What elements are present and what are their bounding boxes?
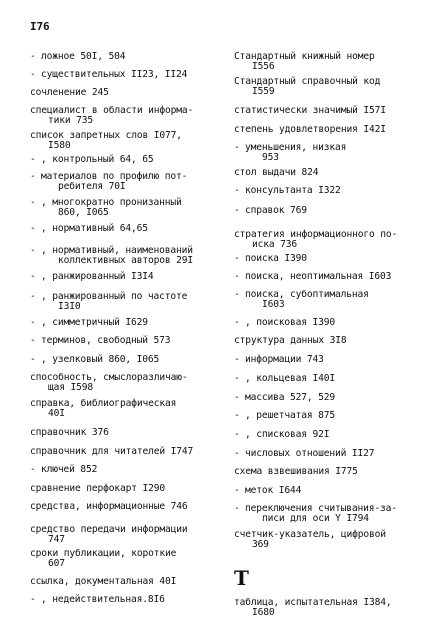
index-entry [234, 430, 329, 440]
index-entry [30, 447, 193, 457]
index-entry [30, 272, 154, 282]
index-entry-line: I603 [262, 299, 285, 310]
index-entry-line: 40I [48, 408, 65, 419]
index-entry-line: - переключения считывания-за- [245, 503, 397, 514]
index-entry-line: - , недействительная.8I6 [41, 594, 165, 605]
index-entry-line: - , ранжированный I3I4 [41, 271, 154, 282]
index-entry [30, 373, 188, 393]
index-entry-line: - уменьшения, низкая [245, 142, 347, 153]
index-entry [30, 292, 187, 312]
index-entry-line: - , симметричный I629 [41, 317, 148, 328]
index-entry-line: таблица, испытательная I384, [234, 597, 392, 608]
index-entry [30, 224, 148, 234]
index-entry [234, 504, 397, 524]
index-entry-line: 369 [252, 539, 269, 550]
index-entry-line: - , ранжированный по частоте [41, 291, 188, 302]
index-entry-line: - , контрольный 64, 65 [41, 154, 154, 165]
index-entry [234, 318, 335, 328]
index-entry [30, 131, 182, 151]
index-entry-line: писи для оси Y I794 [262, 513, 369, 524]
index-entry-line: - числовых отношений II27 [245, 448, 375, 459]
index-entry [234, 393, 335, 403]
index-entry-line: справка, библиографическая [30, 398, 177, 409]
index-entry-line: иска 736 [252, 239, 298, 250]
index-entry-line: - поиска I390 [245, 253, 307, 264]
index-entry [234, 52, 375, 72]
index-entry-line: - информации 743 [245, 354, 324, 365]
index-entry [30, 595, 165, 605]
index-entry-line: - , списковая 92I [245, 429, 330, 440]
index-entry-line: - ложное 50I, 504 [41, 51, 126, 62]
index-entry-line: сроки публикации, короткие [30, 548, 177, 559]
index-entry-line: счетчик-указатель, цифровой [234, 529, 386, 540]
index-entry [30, 88, 109, 98]
index-entry [234, 411, 335, 421]
page-number: I76 [30, 20, 50, 33]
index-entry [234, 290, 369, 310]
index-entry [234, 168, 318, 178]
index-entry-line: Стандартный книжный номер [234, 51, 375, 62]
section-letter-heading: T [234, 566, 249, 590]
index-entry-line: средства, информационные 746 [30, 501, 188, 512]
index-entry [30, 246, 193, 266]
index-entry-line: - терминов, свободный 573 [41, 335, 171, 346]
index-entry [30, 502, 188, 512]
index-entry [234, 374, 335, 384]
index-entry [30, 318, 148, 328]
index-entry [234, 598, 392, 618]
index-entry [30, 52, 125, 62]
index-entry-line: 953 [262, 152, 279, 163]
index-entry-line: 747 [48, 534, 65, 545]
index-entry-line: - поиска, субоптимальная [245, 289, 369, 300]
index-entry-line: - , нормативный, наименований [41, 245, 193, 256]
index-entry-line: сочленение 245 [30, 87, 109, 98]
index-entry [234, 530, 386, 550]
index-entry-line: - справок 769 [245, 205, 307, 216]
index-entry-line: щая I598 [48, 382, 94, 393]
index-entry-line: степень удовлетворения I42I [234, 124, 386, 135]
index-entry [234, 355, 324, 365]
index-entry-line: специалист в области информа- [30, 105, 194, 116]
index-entry-line: I680 [252, 607, 275, 618]
index-entry [30, 198, 182, 218]
index-entry [234, 186, 341, 196]
index-entry [30, 577, 176, 587]
index-entry [30, 355, 159, 365]
index-entry-line: ребителя 70I [58, 181, 126, 192]
index-entry [30, 155, 154, 165]
index-entry [234, 272, 391, 282]
index-entry-line: - массива 527, 529 [245, 392, 336, 403]
index-entry-line: список запретных слов I077, [30, 130, 182, 141]
index-entry [234, 449, 374, 459]
index-entry-line: 860, I065 [58, 207, 109, 218]
index-entry [234, 230, 397, 250]
index-entry-line: - консультанта I322 [245, 185, 341, 196]
index-entry-line: 607 [48, 558, 65, 569]
index-entry-line: ссылка, документальная 40I [30, 576, 177, 587]
index-entry-line: структура данных 3I8 [234, 335, 347, 346]
index-entry [30, 525, 188, 545]
index-entry-line: - , поисковая I390 [245, 317, 336, 328]
index-entry [234, 106, 386, 116]
index-entry-line: - меток I644 [245, 485, 302, 496]
index-entry [234, 125, 386, 135]
index-entry [234, 254, 307, 264]
index-entry-line: справочник 376 [30, 427, 109, 438]
index-entry [30, 172, 187, 192]
index-entry-line: статистически значимый I57I [234, 105, 386, 116]
index-entry [30, 336, 170, 346]
index-entry-line: - существительных II23, II24 [41, 69, 188, 80]
index-entry [234, 206, 307, 216]
index-entry [234, 467, 358, 477]
index-entry [234, 336, 347, 346]
index-entry [30, 70, 187, 80]
index-entry-line: тики 735 [48, 115, 94, 126]
index-entry [30, 399, 176, 419]
index-entry [234, 77, 380, 97]
index-entry-line: схема взвешивания I775 [234, 466, 358, 477]
index-entry-line: стратегия информационного по- [234, 229, 398, 240]
index-entry-line: Стандартный справочный код [234, 76, 381, 87]
index-entry-line: справочник для читателей I747 [30, 446, 194, 457]
index-entry-line: - , решетчатая 875 [245, 410, 336, 421]
index-entry-line: - ключей 852 [41, 464, 98, 475]
index-entry-line: - , узелковый 860, I065 [41, 354, 160, 365]
index-entry-line: - поиска, неоптимальная I603 [245, 271, 392, 282]
index-entry-line: I3I0 [58, 301, 81, 312]
index-entry [30, 549, 176, 569]
index-entry-line: - материалов по профилю пот- [41, 171, 188, 182]
index-entry-line: I580 [48, 140, 71, 151]
index-entry [234, 143, 346, 163]
index-entry-line: I556 [252, 61, 275, 72]
index-entry-line: средство передачи информации [30, 524, 188, 535]
index-entry [30, 484, 165, 494]
index-entry-line: - , кольцевая I40I [245, 373, 336, 384]
index-entry-line: - , нормативный 64,65 [41, 223, 148, 234]
index-entry-line: стол выдачи 824 [234, 167, 319, 178]
index-entry-line: коллективных авторов 29I [58, 255, 194, 266]
index-entry [30, 106, 193, 126]
index-entry-line: способность, смыслоразличаю- [30, 372, 188, 383]
index-entry-line: I559 [252, 86, 275, 97]
index-entry [30, 428, 109, 438]
index-entry [234, 486, 301, 496]
index-entry-line: сравнение перфокарт I290 [30, 483, 166, 494]
index-entry [30, 465, 97, 475]
index-entry-line: - , многократно пронизанный [41, 197, 182, 208]
